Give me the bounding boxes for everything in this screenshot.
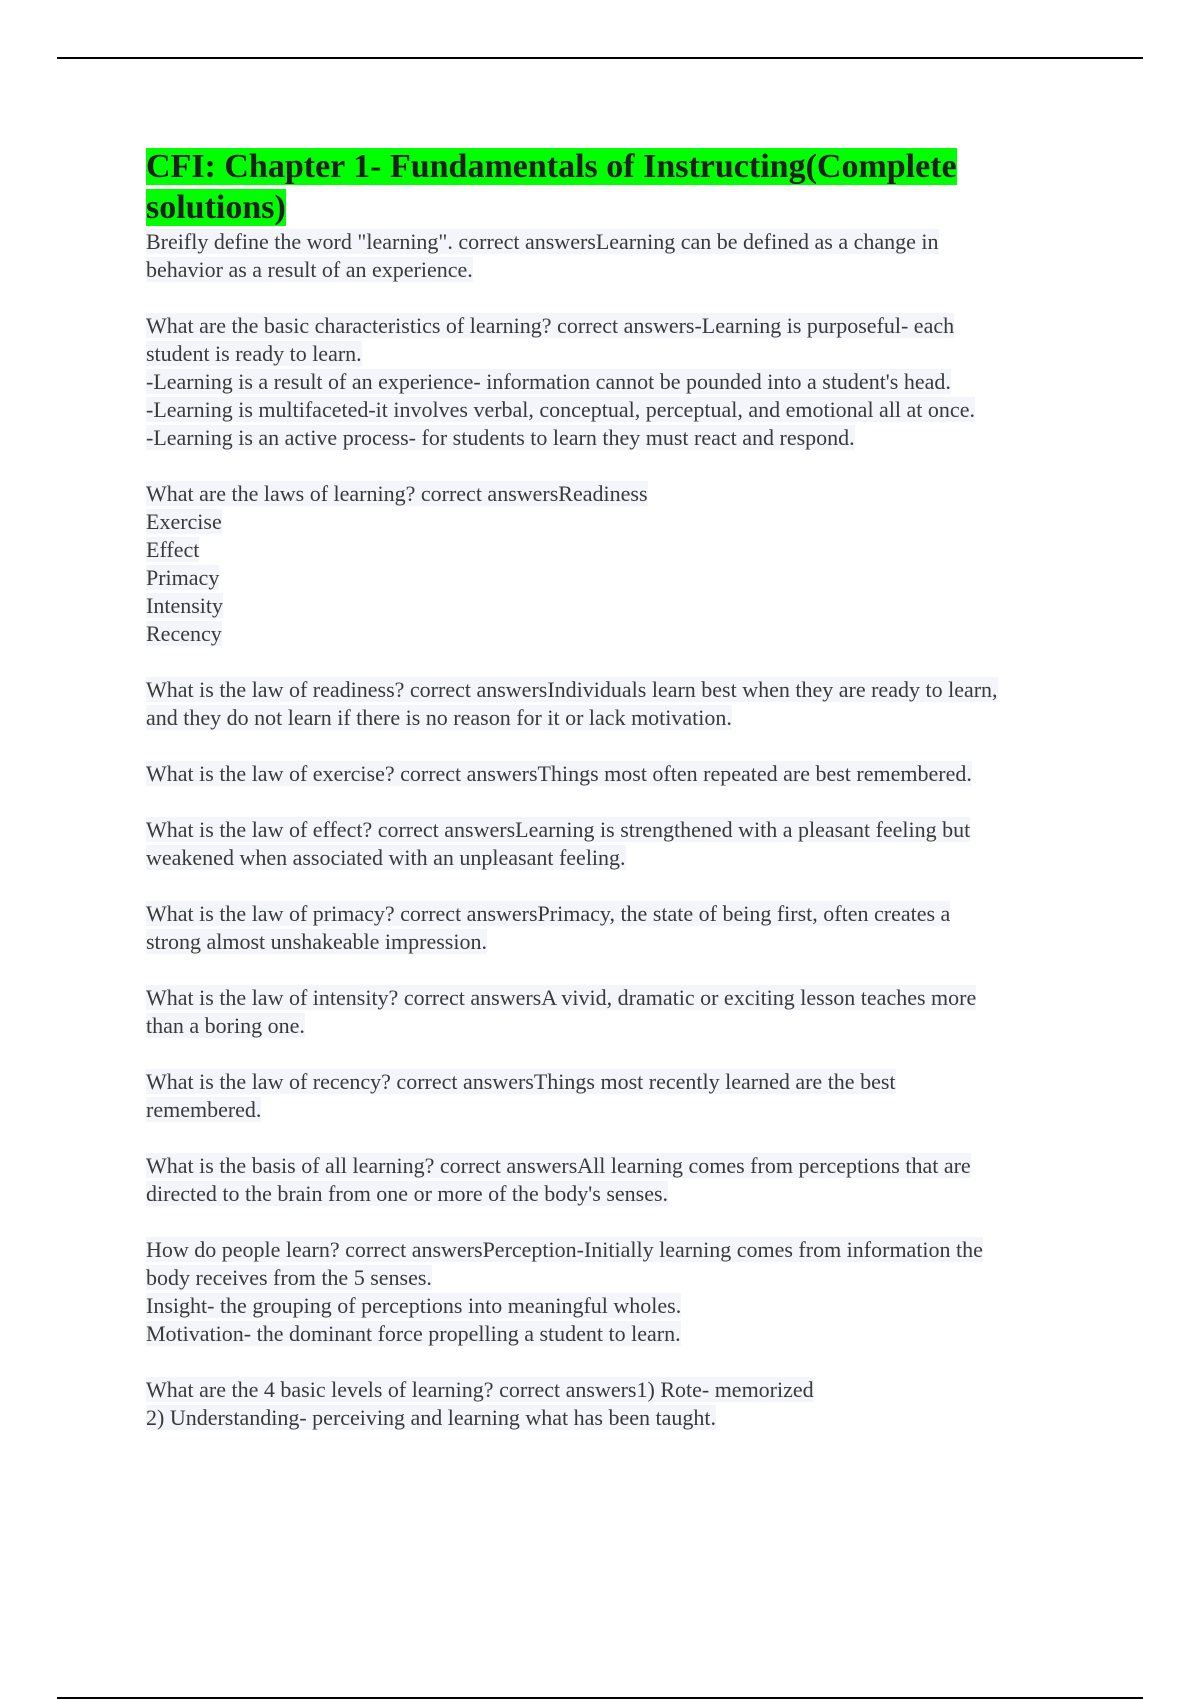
qa-line	[146, 984, 1086, 1012]
qa-line	[146, 1152, 1086, 1180]
qa-list	[146, 228, 1086, 1432]
qa-line-text: Primacy	[146, 565, 220, 590]
qa-line-text: What is the law of readiness? correct answersIndividuals learn best when they are ready to learn,	[146, 677, 998, 702]
qa-entry	[146, 1068, 1086, 1124]
qa-line	[146, 676, 1086, 704]
qa-line-text: How do people learn? correct answersPerception-Initially learning comes from information the	[146, 1237, 983, 1262]
qa-line	[146, 620, 1086, 648]
qa-line-text: directed to the brain from one or more of the body's senses.	[146, 1181, 669, 1206]
qa-line-text: body receives from the 5 senses.	[146, 1265, 432, 1290]
qa-entry	[146, 1152, 1086, 1208]
qa-line-text: student is ready to learn.	[146, 341, 362, 366]
qa-entry	[146, 760, 1086, 788]
qa-line	[146, 508, 1086, 536]
qa-entry	[146, 480, 1086, 648]
qa-line-text: weakened when associated with an unpleasant feeling.	[146, 845, 626, 870]
document-body	[146, 146, 1086, 1460]
qa-line	[146, 424, 1086, 452]
qa-line	[146, 1320, 1086, 1348]
qa-line	[146, 760, 1086, 788]
qa-line-text: and they do not learn if there is no reason for it or lack motivation.	[146, 705, 732, 730]
qa-line	[146, 816, 1086, 844]
qa-line	[146, 1376, 1086, 1404]
qa-line	[146, 1292, 1086, 1320]
qa-line-text: What is the law of primacy? correct answersPrimacy, the state of being first, often creates a	[146, 901, 951, 926]
qa-entry	[146, 816, 1086, 872]
qa-line	[146, 368, 1086, 396]
qa-line-text: What is the law of effect? correct answersLearning is strengthened with a pleasant feeling but	[146, 817, 971, 842]
qa-line-text: What is the basis of all learning? correct answersAll learning comes from perceptions that are	[146, 1153, 971, 1178]
qa-line	[146, 900, 1086, 928]
qa-line-text: What is the law of intensity? correct answersA vivid, dramatic or exciting lesson teaches more	[146, 985, 977, 1010]
qa-line	[146, 312, 1086, 340]
qa-line	[146, 564, 1086, 592]
qa-line	[146, 592, 1086, 620]
qa-line	[146, 1012, 1086, 1040]
qa-line-text: 2) Understanding- perceiving and learning what has been taught.	[146, 1405, 716, 1430]
qa-line-text: What are the laws of learning? correct answersReadiness	[146, 481, 648, 506]
qa-line	[146, 1096, 1086, 1124]
qa-line	[146, 340, 1086, 368]
qa-line-text: Breifly define the word "learning". correct answersLearning can be defined as a change in	[146, 229, 939, 254]
qa-line-text: What are the 4 basic levels of learning? correct answers1) Rote- memorized	[146, 1377, 814, 1402]
qa-entry	[146, 1236, 1086, 1348]
qa-entry	[146, 984, 1086, 1040]
qa-line	[146, 1264, 1086, 1292]
qa-line	[146, 536, 1086, 564]
qa-line	[146, 396, 1086, 424]
qa-line-text: than a boring one.	[146, 1013, 305, 1038]
qa-entry	[146, 676, 1086, 732]
qa-entry	[146, 312, 1086, 452]
bottom-rule	[57, 1697, 1143, 1699]
qa-line	[146, 228, 1086, 256]
qa-line	[146, 704, 1086, 732]
qa-line	[146, 256, 1086, 284]
qa-line-text: Insight- the grouping of perceptions into meaningful wholes.	[146, 1293, 682, 1318]
qa-line-text: What are the basic characteristics of learning? correct answers-Learning is purposeful- each	[146, 313, 955, 338]
document-title-text: CFI: Chapter 1- Fundamentals of Instructing(Complete solutions)	[146, 148, 957, 226]
qa-line	[146, 480, 1086, 508]
qa-line-text: -Learning is an active process- for students to learn they must react and respond.	[146, 425, 855, 450]
qa-line-text: strong almost unshakeable impression.	[146, 929, 487, 954]
qa-entry	[146, 1376, 1086, 1432]
qa-line-text: Recency	[146, 621, 222, 646]
qa-line	[146, 1236, 1086, 1264]
qa-line-text: Motivation- the dominant force propelling a student to learn.	[146, 1321, 681, 1346]
qa-line-text: Intensity	[146, 593, 223, 618]
qa-line-text: -Learning is multifaceted-it involves verbal, conceptual, perceptual, and emotional all at once.	[146, 397, 975, 422]
document-title	[146, 146, 1086, 228]
qa-line-text: remembered.	[146, 1097, 262, 1122]
qa-line	[146, 1180, 1086, 1208]
qa-line-text: What is the law of recency? correct answersThings most recently learned are the best	[146, 1069, 896, 1094]
qa-line-text: behavior as a result of an experience.	[146, 257, 473, 282]
top-rule	[57, 57, 1143, 59]
qa-line	[146, 928, 1086, 956]
qa-entry	[146, 900, 1086, 956]
qa-line-text: -Learning is a result of an experience- information cannot be pounded into a student's head.	[146, 369, 951, 394]
qa-line	[146, 1404, 1086, 1432]
qa-entry	[146, 228, 1086, 284]
qa-line	[146, 1068, 1086, 1096]
qa-line-text: What is the law of exercise? correct answersThings most often repeated are best remembered.	[146, 761, 972, 786]
qa-line-text: Exercise	[146, 509, 222, 534]
qa-line-text: Effect	[146, 537, 200, 562]
qa-line	[146, 844, 1086, 872]
